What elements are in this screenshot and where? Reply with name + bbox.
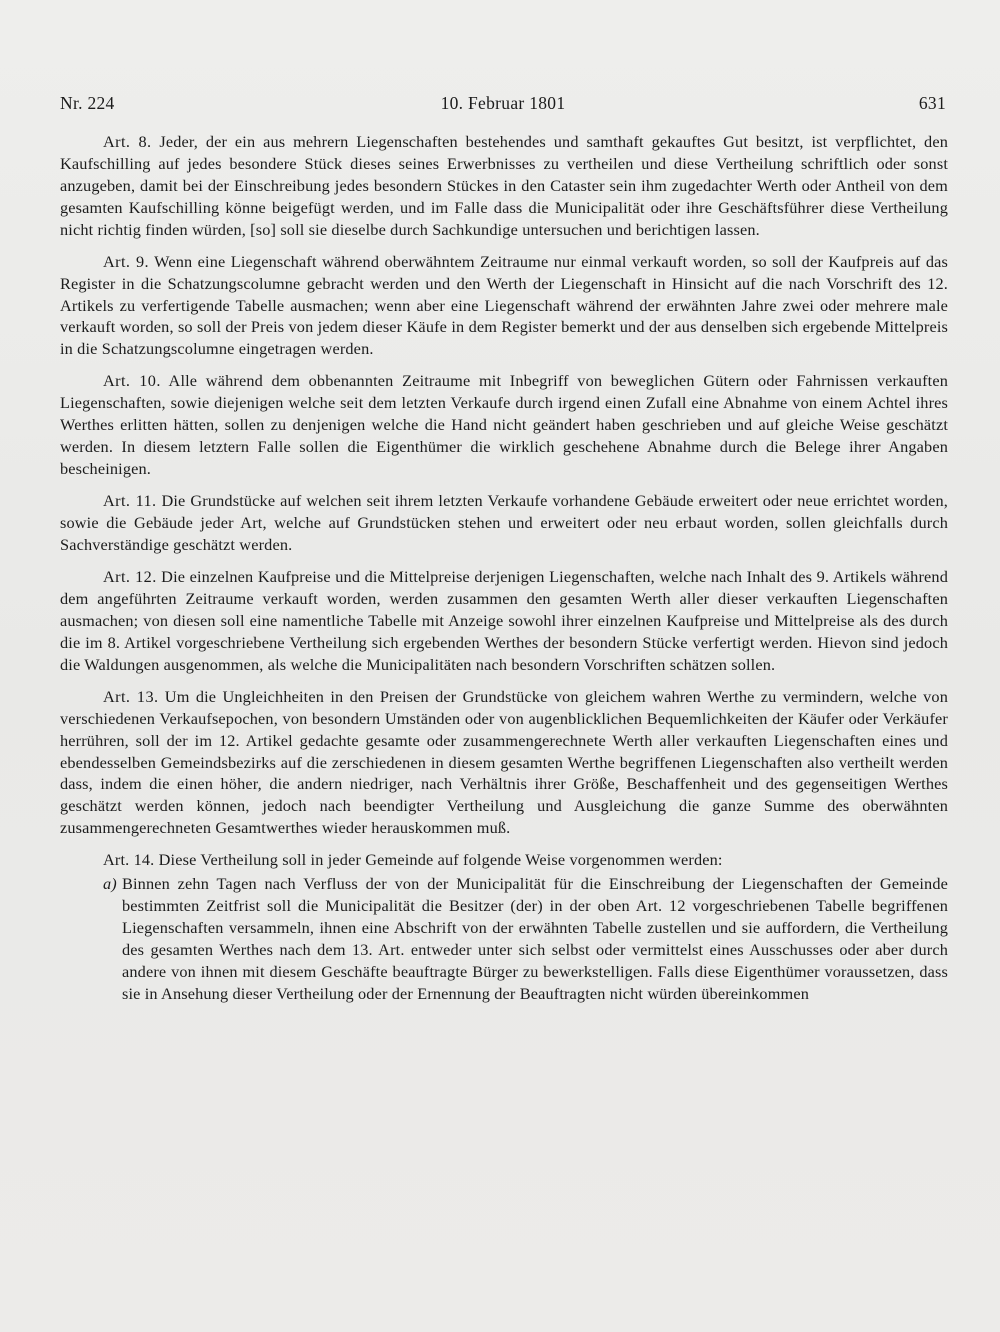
article-label: Art. 14. xyxy=(103,850,155,870)
article-text: Alle während dem obbenannten Zeitraume mit Inbegriff von beweglichen Gütern oder Fahrnissen verkauften Liegenschaften, sowie diejenigen welche seit dem letzten Verkaufe durch irgend einen Zufall eine Abnahme von einem Achtel ihres Werthes erlitten hätten, sollen zu denjenigen welche die Hand nicht geändert haben geschrieben und auf gleiche Weise geschätzt werden. In diesem letztern Falle sollen die Eigenthümer die wirklich geschehene Abnahme durch die Belege ihrer Angaben bescheinigen. xyxy=(60,371,948,479)
article-9 xyxy=(60,251,948,361)
page-number: 631 xyxy=(918,93,946,113)
article-label: Art. 13. xyxy=(103,686,159,706)
article-12 xyxy=(60,566,948,676)
article-text: Die einzelnen Kaufpreise und die Mittelpreise derjenigen Liegenschaften, welche nach Inhalt des 9. Artikels während dem angeführten Zeitraume verkauft worden, werden zusammen den gesamten Werth aller dieser verkauften Liegenschaften ausmachen; von diesen soll eine namentliche Tabelle mit Anzeige sowohl ihrer einzelnen Kaufpreise und Mittelpreise als des durch die im 8. Artikel vorgeschriebene Vertheilung sich ergebenden Werthes der besondern Stücke verfertigt werden. Hievon sind jedoch die Waldungen ausgenommen, als welche die Municipalitäten nach besondern Vorschriften schätzen sollen. xyxy=(60,567,948,674)
article-label: Art. 12. xyxy=(103,567,157,587)
article-label: Art. 9. xyxy=(103,251,150,271)
article-text: Diese Vertheilung soll in jeder Gemeinde auf folgende Weise vorgenommen werden: xyxy=(158,850,723,870)
article-label: Art. 10. xyxy=(103,371,161,391)
list-item-a xyxy=(60,873,948,1004)
article-text: Jeder, der ein aus mehrern Liegenschaften bestehendes und samthaft gekauftes Gut besitzt, ist verpflichtet, den Kaufschilling auf jedes besondere Stück dieses seines Erwerbnisses zu vertheilen und diese Vertheilung schriftlich oder sonst anzugeben, damit bei der Einschreibung jedes besondern Stückes in den Cataster sein ihm zugedachter Werth oder Antheil von dem gesamten Kaufschilling könne beigefügt werden, und im Falle dass die Municipalität oder ihre Geschäftsführer diese Vertheilung nicht richtig finden würden, [so] soll sie dieselbe durch Sachkundige untersuchen und berichtigen lassen. xyxy=(60,132,948,239)
page-header xyxy=(60,93,946,119)
article-text: Um die Ungleichheiten in den Preisen der Grundstücke von gleichem wahren Werthe zu vermindern, welche von verschiedenen Verkaufsepochen, von besondern Umständen oder von augenblicklichen Bequemlichkeiten der Käufer oder Verkäufer herrühren, soll der im 12. Artikel gedachte gesamte oder zusammengerechnete Werth aller verkauften Liegenschaften eines und ebendesselben Gemeindsbezirks auf die zerschiedenen in diesem gesamten Werthe begriffenen Liegenschaften also vertheilt werden dass, indem die einen höher, die andern niedriger, nach Verhältnis ihrer Größe, Beschaffenheit und des gegenseitigen Werthes geschätzt werden können, jedoch nach beendigter Vertheilung und Ausgleichung die ganze Summe des oberwähnten zusammengerechneten Gesamtwerthes wieder herauskommen muß. xyxy=(60,686,948,838)
article-label: Art. 8. xyxy=(103,132,152,151)
document-date: 10. Februar 1801 xyxy=(440,93,566,113)
article-14 xyxy=(60,849,948,871)
article-13 xyxy=(60,686,948,839)
article-text: Die Grundstücke auf welchen seit ihrem letzten Verkaufe vorhandene Gebäude erweitert oder neue errichtet worden, sowie die Gebäude jeder Art, welche auf Grundstücken stehen und erweitert oder neu erbaut worden, sollen gleichfalls durch Sachverständige geschätzt werden. xyxy=(60,491,948,554)
document-body xyxy=(60,131,948,1005)
article-8 xyxy=(60,131,948,241)
article-11 xyxy=(60,490,948,556)
article-label: Art. 11. xyxy=(103,491,157,511)
list-item-marker: a) xyxy=(103,874,117,894)
article-10 xyxy=(60,370,948,480)
list-item-text: Binnen zehn Tagen nach Verfluss der von der Municipalität für die Einschreibung der Liegenschaften der Gemeinde bestimmten Zeitfrist soll die Municipalität die Besitzer (der) in der oben Art. 12 vorgeschriebenen Tabelle begriffenen Liegenschaften versammeln, ihnen eine Abschrift von der erwähnten Tabelle zustellen und sie auffordern, die Vertheilung des gesamten Werthes nach dem 13. Art. entweder unter sich selbst oder vermittelst eines Ausschusses oder aber durch andere von ihnen mit diesem Geschäfte beauftragte Bürger zu bewerkstelligen. Falls diese Eigenthümer voraussetzen, dass sie in Ansehung dieser Vertheilung oder der Ernennung der Beauftragten nicht würden übereinkommen xyxy=(122,874,948,1003)
document-number: Nr. 224 xyxy=(60,93,115,113)
article-text: Wenn eine Liegenschaft während oberwähntem Zeitraume nur einmal verkauft worden, so soll der Kaufpreis auf das Register in die Schatzungscolumne gebracht werden und den Werth der Liegenschaft in Hinsicht auf die nach Vorschrift des 12. Artikels zu verfertigende Tabelle ausmachen; wenn aber eine Liegenschaft während der erwähnten Jahre zwei oder mehrere male verkauft worden, so soll der Preis von jedem dieser Käufe in dem Register bemerkt und der aus denselben sich ergebende Mittelpreis in die Schatzungscolumne eingetragen werden. xyxy=(60,251,948,359)
